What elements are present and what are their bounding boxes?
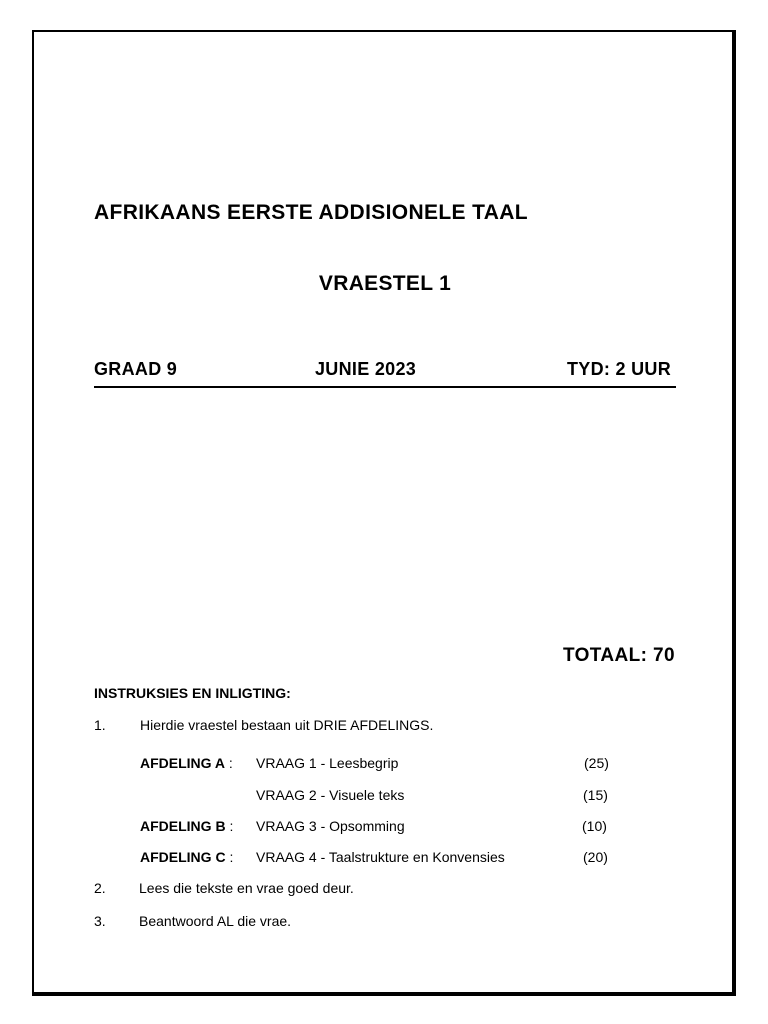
question-marks: (15) xyxy=(583,787,608,803)
exam-date: JUNIE 2023 xyxy=(315,359,417,379)
section-label-name: AFDELING C xyxy=(140,849,226,865)
exam-duration: TYD: 2 UUR xyxy=(566,359,671,379)
question-description: VRAAG 1 - Leesbegrip xyxy=(256,755,399,771)
question-marks: (25) xyxy=(584,755,609,771)
section-label xyxy=(140,849,233,865)
question-marks: (10) xyxy=(582,818,607,834)
question-marks: (20) xyxy=(583,849,608,865)
section-label-separator: : xyxy=(225,849,234,865)
section-label-separator: : xyxy=(225,755,233,771)
question-description: VRAAG 3 - Opsomming xyxy=(256,818,405,834)
instruction-text: Beantwoord AL die vrae. xyxy=(139,913,292,929)
paper-title: VRAESTEL 1 xyxy=(318,272,452,295)
instruction-number: 1. xyxy=(94,717,106,733)
instruction-number: 3. xyxy=(94,913,106,929)
section-label-separator: : xyxy=(225,818,234,834)
instructions-heading: INSTRUKSIES EN INLIGTING: xyxy=(94,685,291,701)
section-label-name: AFDELING B xyxy=(140,818,226,834)
document-title: AFRIKAANS EERSTE ADDISIONELE TAAL xyxy=(94,201,528,224)
instruction-text: Lees die tekste en vrae goed deur. xyxy=(139,880,354,896)
total-marks: TOTAAL: 70 xyxy=(562,645,675,666)
exam-info-row xyxy=(94,358,676,388)
instruction-text: Hierdie vraestel bestaan uit DRIE AFDELINGS. xyxy=(140,717,434,733)
question-description: VRAAG 4 - Taalstrukture en Konvensies xyxy=(256,849,505,865)
question-description: VRAAG 2 - Visuele teks xyxy=(256,787,405,803)
grade-label: GRAAD 9 xyxy=(94,359,178,379)
section-label xyxy=(140,755,233,771)
section-label xyxy=(140,818,233,834)
section-label-name: AFDELING A xyxy=(140,755,226,771)
instruction-number: 2. xyxy=(94,880,106,896)
